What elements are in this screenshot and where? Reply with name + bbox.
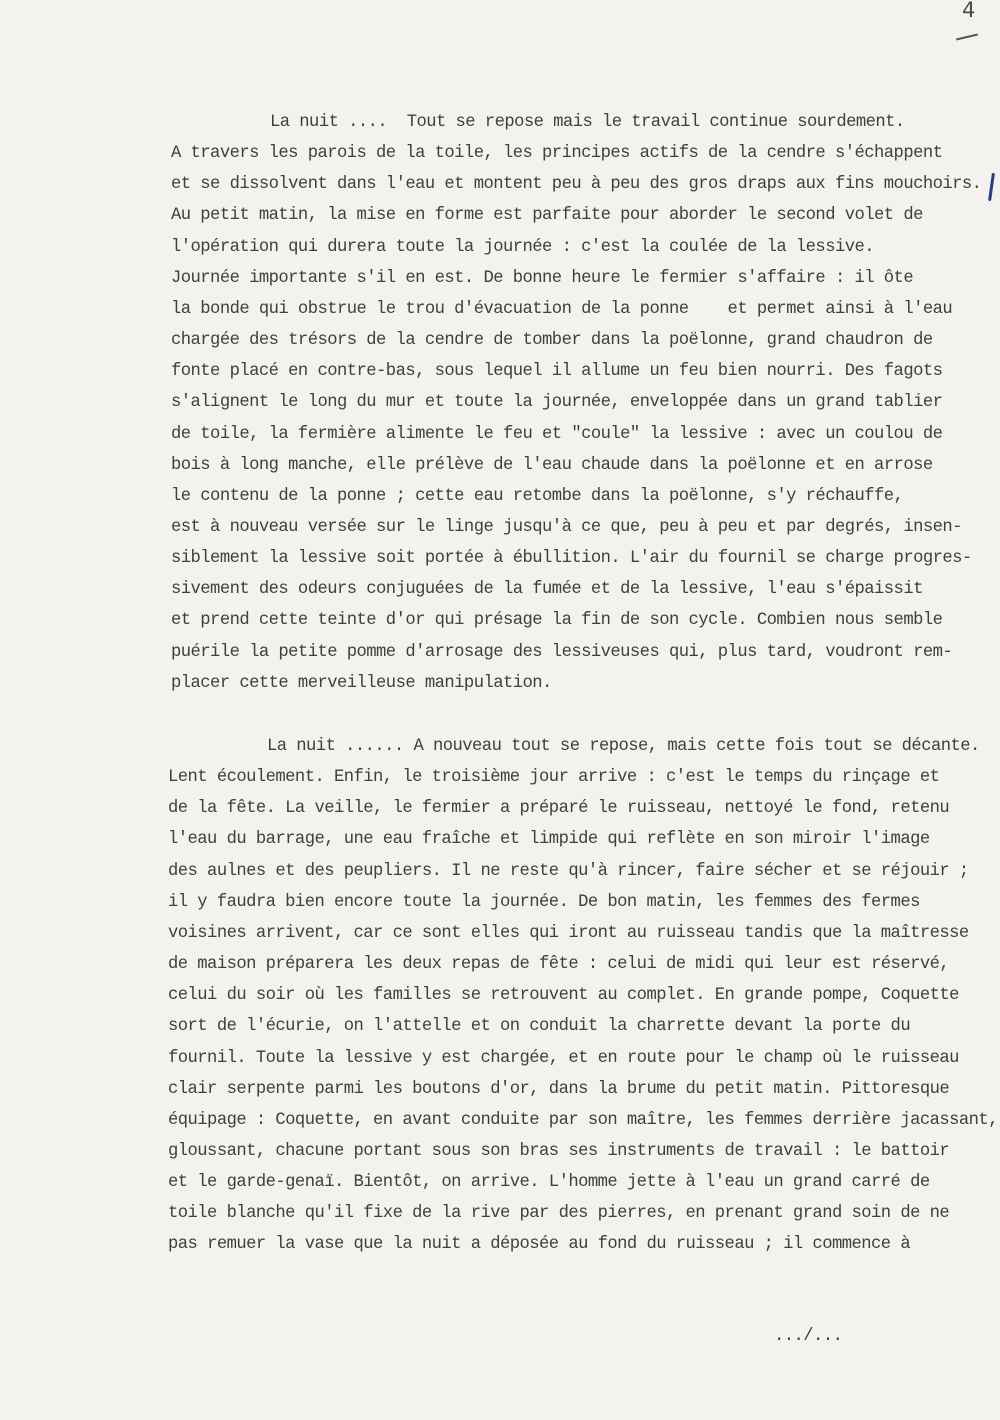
text-line: puérile la petite pomme d'arrosage des lessiveuses qui, plus tard, voudront rem- <box>171 642 953 662</box>
text-line: placer cette merveilleuse manipulation. <box>171 673 552 693</box>
text-line: le contenu de la ponne ; cette eau retombe dans la poëlonne, s'y réchauffe, <box>171 486 904 506</box>
text-line: de maison préparera les deux repas de fête : celui de midi qui leur est réservé, <box>168 955 950 975</box>
text-line: Au petit matin, la mise en forme est parfaite pour aborder le second volet de <box>171 206 923 226</box>
text-line: de la fête. La veille, le fermier a préparé le ruisseau, nettoyé le fond, retenu <box>168 799 950 819</box>
page-number-underline <box>956 34 978 41</box>
text-line: équipage : Coquette, en avant conduite par son maître, les femmes derrière jacassant, <box>168 1110 998 1130</box>
text-line: est à nouveau versée sur le linge jusqu'à ce que, peu à peu et par degrés, insen- <box>171 517 962 537</box>
text-line: clair serpente parmi les boutons d'or, dans la brume du petit matin. Pittoresque <box>168 1079 950 1099</box>
text-line: de toile, la fermière alimente le feu et "coule" la lessive : avec un coulou de <box>171 424 943 444</box>
text-line: sivement des odeurs conjuguées de la fumée et de la lessive, l'eau s'épaissit <box>171 580 923 600</box>
text-line: La nuit .... Tout se repose mais le travail continue sourdement. <box>270 113 905 132</box>
margin-correction-mark <box>988 173 995 201</box>
text-line: siblement la lessive soit portée à ébullition. L'air du fournil se charge progres- <box>171 549 972 569</box>
text-line: celui du soir où les familles se retrouvent au complet. En grande pompe, Coquette <box>168 986 959 1006</box>
text-line: chargée des trésors de la cendre de tomber dans la poëlonne, grand chaudron de <box>171 331 933 351</box>
text-line: et prend cette teinte d'or qui présage la fin de son cycle. Combien nous semble <box>171 611 943 631</box>
text-line: et le garde-genaï. Bientôt, on arrive. L'homme jette à l'eau un grand carré de <box>168 1173 930 1193</box>
text-line: voisines arrivent, car ce sont elles qui iront au ruisseau tandis que la maîtresse <box>168 923 969 943</box>
text-line: sort de l'écurie, on l'attelle et on conduit la charrette devant la porte du <box>168 1017 911 1037</box>
text-line: l'opération qui durera toute la journée : c'est la coulée de la lessive. <box>171 237 875 257</box>
text-line: l'eau du barrage, une eau fraîche et limpide qui reflète en son miroir l'image <box>168 830 930 850</box>
text-line: La nuit ...... A nouveau tout se repose, mais cette fois tout se décante. <box>267 737 980 756</box>
text-line: gloussant, chacune portant sous son bras ses instruments de travail : le battoir <box>168 1141 950 1161</box>
text-line: Journée importante s'il en est. De bonne heure le fermier s'affaire : il ôte <box>171 268 914 288</box>
text-line: et se dissolvent dans l'eau et montent peu à peu des gros draps aux fins mouchoirs. <box>171 175 982 195</box>
text-line: bois à long manche, elle prélève de l'eau chaude dans la poëlonne et en arrose <box>171 455 933 475</box>
text-line: toile blanche qu'il fixe de la rive par des pierres, en prenant grand soin de ne <box>168 1204 950 1224</box>
text-line: fonte placé en contre-bas, sous lequel il allume un feu bien nourri. Des fagots <box>171 362 943 382</box>
text-line: la bonde qui obstrue le trou d'évacuation de la ponne et permet ainsi à l'eau <box>171 299 953 319</box>
text-line: des aulnes et des peupliers. Il ne reste qu'à rincer, faire sécher et se réjouir ; <box>168 861 969 881</box>
text-line: s'alignent le long du mur et toute la journée, enveloppée dans un grand tablier <box>171 393 943 413</box>
page-number: 4 <box>962 0 976 22</box>
continuation-mark: .../... <box>774 1327 843 1346</box>
text-line: A travers les parois de la toile, les principes actifs de la cendre s'échappent <box>171 144 943 164</box>
text-line: pas remuer la vase que la nuit a déposée au fond du ruisseau ; il commence à <box>168 1235 911 1255</box>
text-line: Lent écoulement. Enfin, le troisième jour arrive : c'est le temps du rinçage et <box>168 768 940 788</box>
text-line: il y faudra bien encore toute la journée. De bon matin, les femmes des fermes <box>168 892 920 912</box>
text-line: fournil. Toute la lessive y est chargée, et en route pour le champ où le ruisseau <box>168 1048 959 1068</box>
